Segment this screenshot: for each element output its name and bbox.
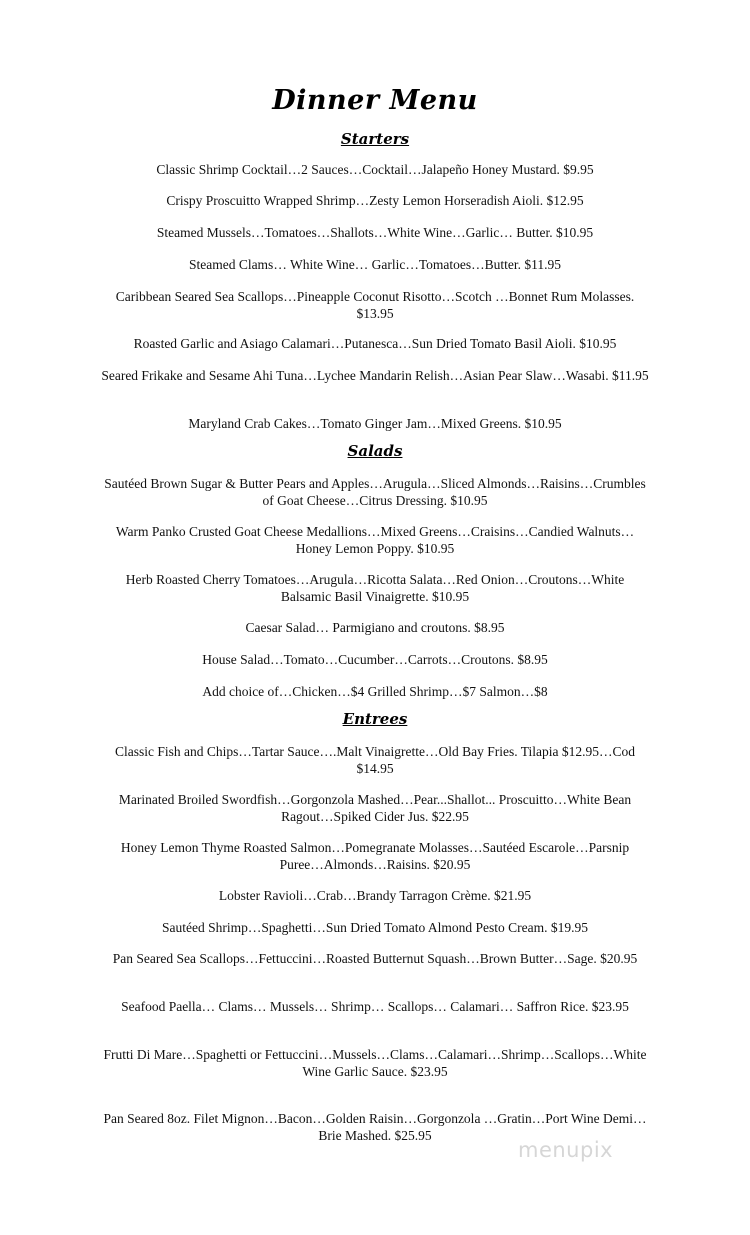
watermark-logo: menupix [518,1138,614,1162]
menu-item: Roasted Garlic and Asiago Calamari…Putanesca…Sun Dried Tomato Basil Aioli. $10.95 [133,336,617,351]
menu-item: Herb Roasted Cherry Tomatoes…Arugula…Ricotta Salata…Red Onion…Croutons…White Balsamic Basil Vinaigrette. $10.95 [125,572,625,604]
menu-item: Lobster Ravioli…Crab…Brandy Tarragon Crème. $21.95 [218,888,532,903]
menu-item: Classic Fish and Chips…Tartar Sauce….Malt Vinaigrette…Old Bay Fries. Tilapia $12.95…Cod $14.95 [115,744,635,776]
section-heading-salads: Salads [347,442,403,460]
menu-item: Maryland Crab Cakes…Tomato Ginger Jam…Mixed Greens. $10.95 [188,416,562,431]
menu-item: Caesar Salad… Parmigiano and croutons. $8.95 [245,620,505,635]
section-heading-starters: Starters [340,130,410,148]
menu-item: Steamed Clams… White Wine… Garlic…Tomatoes…Butter. $11.95 [188,257,562,272]
menu-item: Pan Seared Sea Scallops…Fettuccini…Roasted Butternut Squash…Brown Butter…Sage. $20.95 [112,951,638,966]
menu-item: Crispy Proscuitto Wrapped Shrimp…Zesty Lemon Horseradish Aioli. $12.95 [166,193,584,208]
menu-item: Add choice of…Chicken…$4 Grilled Shrimp…$7 Salmon…$8 [202,684,548,699]
menu-item: Honey Lemon Thyme Roasted Salmon…Pomegranate Molasses…Sautéed Escarole…Parsnip Puree…Almonds…Raisins. $20.95 [120,840,630,872]
menu-item: Classic Shrimp Cocktail…2 Sauces…Cocktail…Jalapeño Honey Mustard. $9.95 [156,162,594,177]
menu-item: Seared Frikake and Sesame Ahi Tuna…Lychee Mandarin Relish…Asian Pear Slaw…Wasabi. $11.95 [101,368,649,383]
menu-item: Marinated Broiled Swordfish…Gorgonzola Mashed…Pear...Shallot... Proscuitto…White Bean Ragout…Spiked Cider Jus. $22.95 [118,792,632,824]
menu-item: Sautéed Brown Sugar & Butter Pears and Apples…Arugula…Sliced Almonds…Raisins…Crumbles of Goat Cheese…Citrus Dressing. $10.95 [104,476,646,508]
menu-item: Warm Panko Crusted Goat Cheese Medallions…Mixed Greens…Craisins…Candied Walnuts…Honey Lemon Poppy. $10.95 [115,524,635,556]
menu-item: House Salad…Tomato…Cucumber…Carrots…Croutons. $8.95 [202,652,548,667]
menu-title: Dinner Menu [272,85,478,116]
menu-item: Seafood Paella… Clams… Mussels… Shrimp… Scallops… Calamari… Saffron Rice. $23.95 [121,999,629,1014]
menu-item: Caribbean Seared Sea Scallops…Pineapple Coconut Risotto…Scotch …Bonnet Rum Molasses. $13.95 [115,289,635,321]
menu-item: Sautéed Shrimp…Spaghetti…Sun Dried Tomato Almond Pesto Cream. $19.95 [162,920,588,935]
menu-item: Frutti Di Mare…Spaghetti or Fettuccini…Mussels…Clams…Calamari…Shrimp…Scallops…White Wine Garlic Sauce. $23.95 [103,1047,647,1079]
menu-item: Pan Seared 8oz. Filet Mignon…Bacon…Golden Raisin…Gorgonzola …Gratin…Port Wine Demi…Brie Mashed. $25.95 [103,1111,647,1143]
menu-item: Steamed Mussels…Tomatoes…Shallots…White Wine…Garlic… Butter. $10.95 [156,225,594,240]
section-heading-entrees: Entrees [342,710,408,728]
